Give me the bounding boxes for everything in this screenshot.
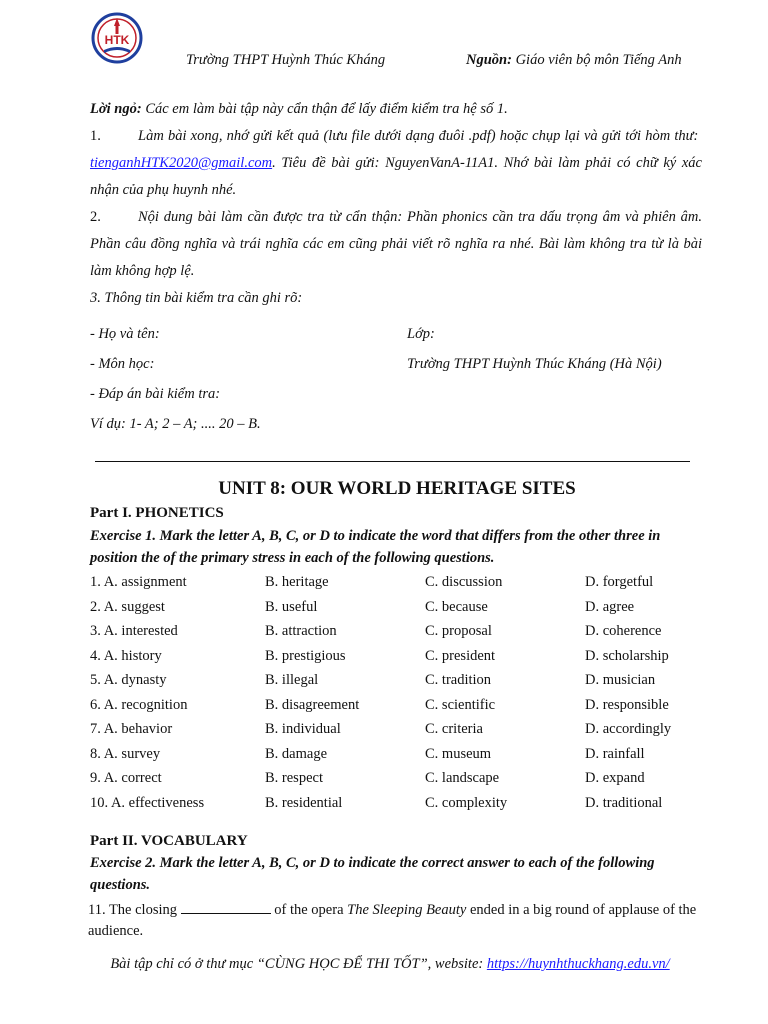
question-6-option-d: D. responsible <box>585 696 669 713</box>
question-2-option-b: B. useful <box>265 598 318 615</box>
question-7-option-c: C. criteria <box>425 721 483 737</box>
p1-text-a: Làm bài xong, nhớ gửi kết quả (lưu file dưới dạng đuôi .pdf) hoặc chụp lại và gửi tới hòm thư: <box>138 128 699 144</box>
source-value: Giáo viên bộ môn Tiếng Anh <box>515 52 682 68</box>
question-7-option-a: 7. A. behavior <box>90 721 173 737</box>
subject-label: - Môn học: <box>90 356 155 372</box>
question-10-option-a: 10. A. effectiveness <box>90 794 205 811</box>
p1-num: 1. <box>90 128 101 144</box>
p1-text-b: . Tiêu đề bài gửi: NguyenVanA-11A1. Nhớ bài làm phải có chữ ký xác nhận của phụ huynh nhé. <box>90 155 702 198</box>
lead-text: Các em làm bài tập này cẩn thận để lấy điểm kiểm tra hệ số 1. <box>145 101 508 117</box>
class-label: Lớp: <box>407 326 435 342</box>
question-5-option-c: C. tradition <box>425 672 492 688</box>
question-5-option-a: 5. A. dynasty <box>90 672 167 688</box>
logo-text: HTK <box>104 33 130 47</box>
name-label: - Họ và tên: <box>90 326 160 342</box>
question-4-option-a: 4. A. history <box>90 647 162 664</box>
question-3-option-c: C. proposal <box>425 623 492 639</box>
school-line: Trường THPT Huỳnh Thúc Kháng (Hà Nội) <box>407 356 662 372</box>
question-10-option-c: C. complexity <box>425 794 508 811</box>
header-school: Trường THPT Huỳnh Thúc Kháng <box>186 52 386 68</box>
intro-block <box>90 96 702 312</box>
question-4-option-b: B. prestigious <box>265 647 346 664</box>
question-7-option-b: B. individual <box>265 721 341 737</box>
question-9-option-b: B. respect <box>265 770 323 786</box>
question-3-option-a: 3. A. interested <box>90 623 178 639</box>
question-3-option-b: B. attraction <box>265 623 337 639</box>
question-4-option-c: C. president <box>425 647 496 664</box>
question-6-option-b: B. disagreement <box>265 696 360 713</box>
q11-part-c: ended in a big round of applause of the audience. <box>88 902 697 939</box>
question-2-option-c: C. because <box>425 598 488 615</box>
question-1-option-d: D. forgetful <box>585 574 654 590</box>
footer-text: Bài tập chỉ có ở thư mục “CÙNG HỌC ĐỂ THI TỐT”, website: <box>110 956 487 972</box>
question-9-option-a: 9. A. correct <box>90 770 162 786</box>
question-5-option-d: D. musician <box>585 672 656 688</box>
question-8-option-d: D. rainfall <box>585 745 645 762</box>
question-5-option-b: B. illegal <box>265 672 319 688</box>
question-2-option-d: D. agree <box>585 598 635 615</box>
question-8-option-c: C. museum <box>425 745 492 762</box>
question-8-option-b: B. damage <box>265 745 328 762</box>
question-6-option-c: C. scientific <box>425 696 496 713</box>
p2-num: 2. <box>90 209 101 225</box>
q11-part-a: 11. The closing <box>88 902 181 918</box>
part1-instruction: Exercise 1. Mark the letter A, B, C, or D to indicate the word that differs from the other three in position the of the primary stress in each of the following questions. <box>90 528 661 566</box>
unit-title: UNIT 8: OUR WORLD HERITAGE SITES <box>218 478 576 499</box>
website-link[interactable]: https://huynhthuckhang.edu.vn/ <box>486 956 670 972</box>
q11-opera-title: The Sleeping Beauty <box>347 902 467 918</box>
question-9-option-d: D. expand <box>585 770 645 786</box>
question-7-option-d: D. accordingly <box>585 721 672 737</box>
question-11 <box>88 900 702 942</box>
question-10-option-b: B. residential <box>265 794 343 811</box>
answer-blank <box>181 901 271 914</box>
example-line: Ví dụ: 1- A; 2 – A; .... 20 – B. <box>90 416 261 432</box>
p2-text: Nội dung bài làm cần được tra từ cẩn thận: Phần phonics cần tra dấu trọng âm và phiên âm. Phần câu đồng nghĩa và trái nghĩa các em cũng phải viết rõ nghĩa ra nhé. Bài làm không tra từ là bài làm không hợp lệ. <box>90 209 702 279</box>
question-6-option-a: 6. A. recognition <box>90 696 188 713</box>
divider <box>95 461 690 462</box>
question-4-option-d: D. scholarship <box>585 647 669 664</box>
source-label: Nguồn: <box>466 52 512 68</box>
part2-instruction: Exercise 2. Mark the letter A, B, C, or D to indicate the correct answer to each of the following questions. <box>90 855 655 893</box>
email-link[interactable]: tienganhHTK2020@gmail.com <box>90 155 273 171</box>
question-3-option-d: D. coherence <box>585 623 662 639</box>
part1-heading: Part I. PHONETICS <box>90 505 224 521</box>
question-1-option-c: C. discussion <box>425 574 503 590</box>
school-logo <box>91 12 143 64</box>
question-2-option-a: 2. A. suggest <box>90 598 165 615</box>
question-9-option-c: C. landscape <box>425 770 500 786</box>
question-10-option-d: D. traditional <box>585 794 663 811</box>
answers-label: - Đáp án bài kiểm tra: <box>90 386 221 402</box>
lead-label: Lời ngỏ: <box>90 101 142 117</box>
question-8-option-a: 8. A. survey <box>90 745 161 762</box>
p3: 3. Thông tin bài kiểm tra cần ghi rõ: <box>90 290 303 306</box>
part2-heading: Part II. VOCABULARY <box>90 833 248 849</box>
question-1-option-b: B. heritage <box>265 574 329 590</box>
footer <box>0 956 768 973</box>
header-source <box>466 52 682 69</box>
q11-part-b: of the opera <box>270 902 348 918</box>
question-1-option-a: 1. A. assignment <box>90 574 187 590</box>
